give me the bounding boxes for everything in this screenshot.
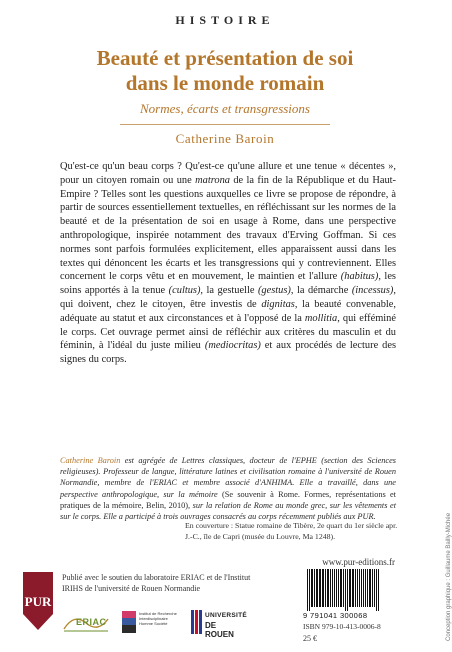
- blurb-text: , qui efféminé le corps. Cet ouvrage permet ainsi de réfléchir aux critères du masculin et du féminin, à l'idéal du juste milieu: [60, 312, 396, 352]
- title-line-2: dans le monde romain: [125, 71, 325, 95]
- bio-text: est agrégée de Lettres classiques, docteur de l'EPHE (section des Sciences religieuses). Professeur de langue, littérature latines et civilisation romaine à l'université de Rouen Normandie, membre de l'ERIAC et membre associé d'ANHIMA. Elle a travaillé, dans une perspective anthropologique, sur la mémoire: [60, 456, 396, 499]
- pur-logo-text: PUR: [24, 594, 52, 609]
- blurb-latin-term: mollitia: [304, 312, 338, 324]
- title-line-1: Beauté et présentation de soi: [96, 46, 354, 70]
- irihs-logo-text: Institut de Recherche Interdisciplinaire Homme Société: [139, 611, 177, 626]
- rouen-logo-line-2: DE ROUEN: [205, 621, 234, 639]
- blurb-paragraph: [60, 160, 396, 367]
- title-divider: [120, 124, 330, 125]
- rouen-logo-icon: [191, 610, 203, 634]
- blurb-latin-term: (gestus): [257, 285, 291, 297]
- blurb-text: de la fin de la République et du Haut-Empire ? Telles sont les questions auxquelles ce livre se propose de répondre, à partir de sources essentiellement textuelles, en réfléchissant sur les normes de la beauté et de la présentation de soi en usage à Rome, dans une perspective anthropologique, inspirée notamment des travaux d'Erving Goffman. Si ces normes sont parfois formulées explicitement, elles apparaissent aussi dans les textes qui dénoncent les écarts et les transgressions qui y contreviennent. Elles concernent le corps vêtu et en mouvement, le maintien et l'allure: [60, 174, 396, 283]
- book-subtitle: Normes, écarts et transgressions: [140, 101, 310, 116]
- bio-author-name: Catherine Baroin: [60, 456, 121, 465]
- barcode-bars: [303, 569, 399, 611]
- isbn-text: ISBN 979-10-413-0006-8: [303, 622, 381, 631]
- cover-caption: En couverture : Statue romaine de Tibère, 2e quart du 1er siècle apr. J.-C., île de Capri (musée du Louvre, Ma 1248).: [185, 521, 398, 541]
- blurb-latin-term: (mediocritas): [204, 340, 261, 352]
- blurb-latin-term: dignitas: [261, 298, 295, 310]
- bio-text: , sur la relation de Rome au monde grec, sur les vêtements et sur le corps. Elle a participé à trois ouvrages consacrés au corps récemment publiés aux PUR.: [60, 500, 397, 522]
- publisher-website: www.pur-editions.fr: [322, 557, 395, 567]
- bio-book-reference: (Se souvenir à Rome. Formes, représentations et pratiques de la mémoire, Belin, 2010): [60, 489, 396, 510]
- irihs-logo-icon: [122, 611, 136, 633]
- book-price: 25 €: [303, 634, 317, 643]
- book-title: [0, 46, 450, 96]
- author-name: Catherine Baroin: [175, 131, 275, 146]
- blurb-text: Qu'est-ce qu'un beau corps ? Qu'est-ce qu'une allure et une tenue « décentes », pour un citoyen romain ou une: [60, 161, 396, 186]
- pur-logo-icon: [20, 570, 56, 632]
- blurb-text: et aux procédés de lecture des signes du corps.: [60, 340, 396, 366]
- blurb-text: , la démarche: [290, 285, 352, 297]
- rouen-logo-line-1: UNIVERSITÉ: [205, 612, 248, 619]
- barcode-number: 9 791041 300068: [303, 611, 368, 620]
- blurb-latin-term: (cultus): [168, 285, 201, 297]
- universite-rouen-logo: [191, 609, 248, 639]
- blurb-text: , qui doivent, chez le citoyen, être investis de: [60, 285, 396, 310]
- author-bio: [60, 455, 396, 522]
- blurb-latin-term: (habitus): [340, 271, 379, 283]
- eriac-logo-text: ERIAC: [76, 617, 107, 627]
- blurb-text: , les soins apportés à la tenue: [60, 271, 396, 297]
- back-cover-blurb: [60, 160, 396, 367]
- blurb-latin-term: matrona: [195, 174, 230, 186]
- blurb-latin-term: (incessus): [351, 285, 394, 297]
- eriac-logo: [62, 609, 110, 635]
- irihs-logo: [122, 609, 182, 635]
- blurb-text: , la beauté convenable, adéquate au statut et aux circonstances et à l'opposé de la: [60, 298, 396, 324]
- pur-publisher-logo: [20, 570, 56, 632]
- graphic-design-credit: Conception graphique : Guillaume Bailly-Michée: [446, 512, 452, 641]
- support-statement: Publié avec le soutien du laboratoire ERIAC et de l'Institut IRIHS de l'université de Rouen Normandie: [62, 573, 251, 593]
- blurb-text: , la gestuelle: [200, 285, 258, 297]
- series-label: HISTOIRE: [175, 13, 275, 27]
- isbn-barcode: [303, 569, 399, 611]
